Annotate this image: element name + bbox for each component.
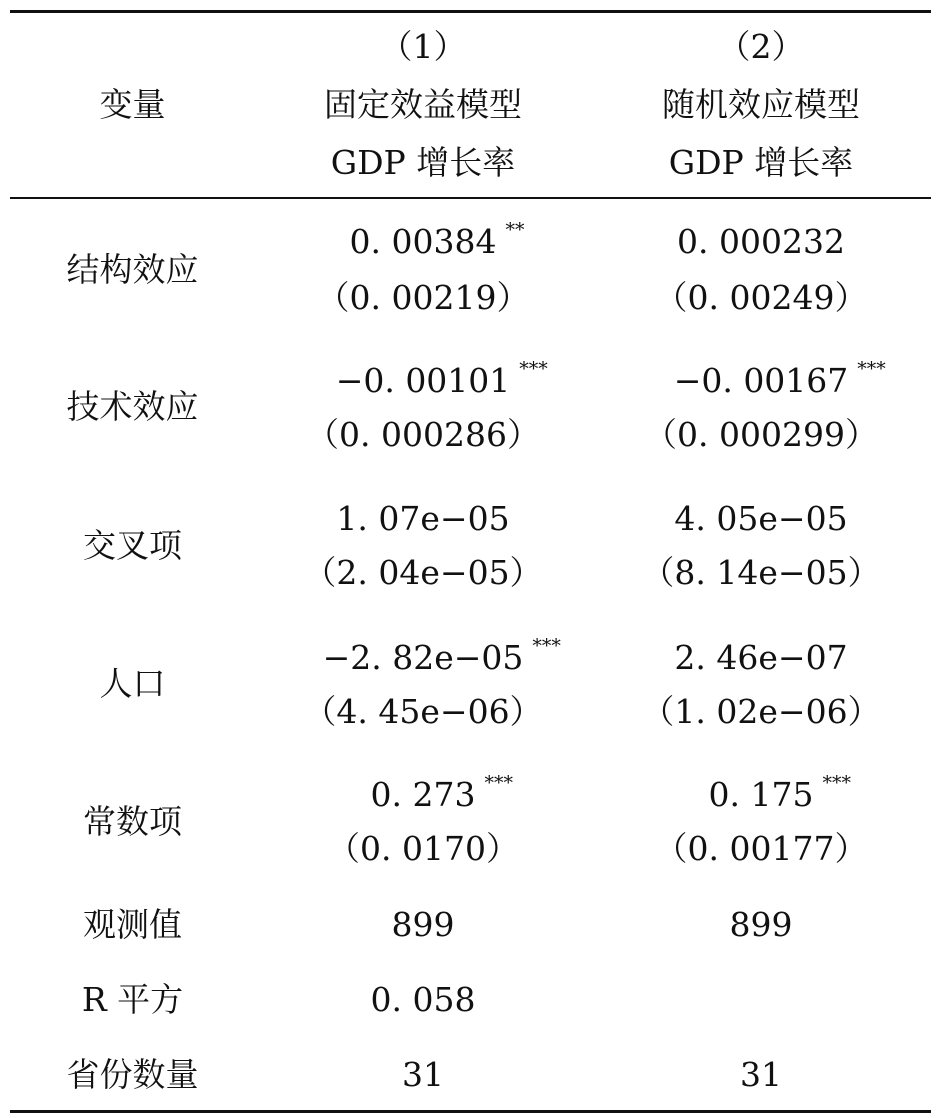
coefficient: 2. 46e−07	[674, 638, 848, 677]
coef-cell	[636, 499, 886, 538]
significance-stars: ***	[857, 358, 886, 380]
std-error: （0. 0170）	[327, 829, 519, 868]
std-error: （0. 00177）	[654, 829, 868, 868]
std-error: （8. 14e−05）	[641, 553, 881, 592]
significance-stars: ***	[484, 772, 513, 794]
row-label: R 平方	[81, 980, 184, 1019]
top-rule	[10, 10, 931, 13]
std-error: （2. 04e−05）	[303, 553, 543, 592]
row-label: 技术效应	[66, 387, 199, 426]
coef-cell	[300, 635, 561, 677]
significance-stars: ***	[519, 358, 548, 380]
coefficient: −2. 82e−05	[322, 638, 524, 677]
stat-value: 899	[729, 905, 793, 944]
significance-stars: ***	[822, 772, 851, 794]
stat-value: 31	[402, 1055, 444, 1094]
row-label: 观测值	[83, 905, 182, 944]
std-error: （4. 45e−06）	[303, 692, 543, 731]
coef-cell	[636, 772, 886, 814]
column-2-dependent: GDP 增长率	[668, 143, 854, 182]
std-error: （0. 000286）	[306, 415, 540, 454]
bottom-rule	[10, 1110, 931, 1113]
stat-value: 899	[391, 905, 455, 944]
coef-cell	[636, 638, 886, 677]
stat-value: 0. 058	[370, 980, 476, 1019]
std-error: （0. 00219）	[316, 278, 530, 317]
column-1-dependent: GDP 增长率	[330, 143, 516, 182]
std-error: （0. 00249）	[654, 278, 868, 317]
row-label: 人口	[99, 664, 166, 703]
column-2-model: 随机效应模型	[662, 85, 860, 124]
variable-header: 变量	[99, 85, 166, 124]
coefficient: −0. 00101	[335, 361, 511, 400]
coefficient: 1. 07e−05	[336, 499, 510, 538]
coefficient: 4. 05e−05	[674, 499, 848, 538]
row-label: 结构效应	[66, 250, 199, 289]
std-error: （0. 000299）	[644, 415, 878, 454]
std-error: （1. 02e−06）	[641, 692, 881, 731]
column-2-number: （2）	[717, 27, 805, 66]
stat-value: 31	[740, 1055, 782, 1094]
column-1-model: 固定效益模型	[324, 85, 522, 124]
column-1-number: （1）	[379, 27, 467, 66]
coef-cell	[636, 222, 886, 261]
coefficient: 0. 000232	[677, 222, 845, 261]
significance-stars: ***	[532, 635, 561, 657]
row-label: 省份数量	[66, 1055, 199, 1094]
coef-cell	[300, 358, 548, 400]
significance-stars: **	[505, 219, 525, 241]
coef-cell	[300, 219, 546, 261]
header-rule	[10, 197, 931, 199]
coefficient: 0. 273	[370, 775, 476, 814]
coef-cell	[300, 772, 546, 814]
coef-cell	[636, 358, 886, 400]
coef-cell	[300, 499, 546, 538]
row-label: 常数项	[83, 802, 182, 841]
coefficient: 0. 00384	[349, 222, 497, 261]
coefficient: −0. 00167	[673, 361, 849, 400]
row-label: 交叉项	[83, 526, 182, 565]
coefficient: 0. 175	[708, 775, 814, 814]
